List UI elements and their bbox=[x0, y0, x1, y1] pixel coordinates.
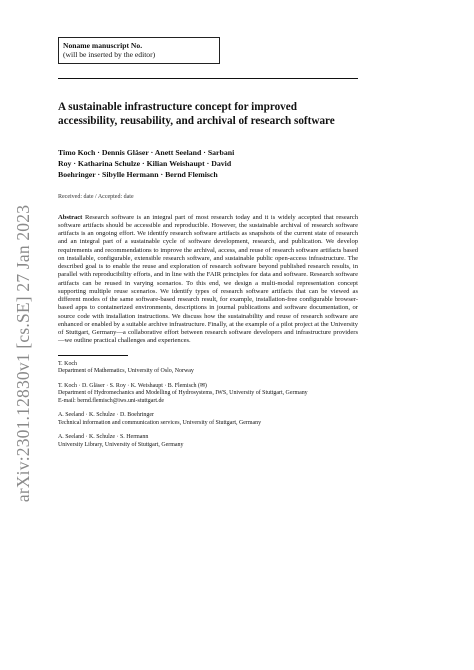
affiliation-authors: T. Koch · D. Gläser · S. Roy · K. Weishaupt · B. Flemisch (✉) bbox=[58, 382, 207, 389]
arxiv-identifier-text: arXiv:2301.12830v1 [cs.SE] 27 Jan 2023 bbox=[13, 204, 34, 502]
manuscript-number-box bbox=[58, 37, 220, 64]
affiliation-block bbox=[58, 434, 358, 449]
affiliation-email: E-mail: bernd.flemisch@iws.uni-stuttgart.de bbox=[58, 397, 165, 404]
header-rule bbox=[58, 78, 358, 79]
affiliation-block bbox=[58, 383, 358, 406]
affiliation-line: Technical information and communication services, University of Stuttgart, Germany bbox=[58, 419, 262, 426]
manuscript-number-note: (will be inserted by the editor) bbox=[63, 50, 156, 60]
abstract-label: Abstract bbox=[58, 213, 83, 221]
affiliation-authors: A. Seeland · K. Schulze · S. Hermann bbox=[58, 434, 149, 441]
affiliation-line: University Library, University of Stuttgart, Germany bbox=[58, 442, 184, 449]
author-list: Timo Koch · Dennis Gläser · Anett Seeland · Sarbani Roy · Katharina Schulze · Kilian Weishaupt · David Boehringer · Sibylle Hermann · Bernd Flemisch bbox=[58, 148, 235, 179]
affiliation-rule bbox=[58, 355, 128, 356]
abstract-text: Research software is an integral part of most research today and it is widely accepted that research software artifacts should be accessible and reproducible. However, the sustainable archival of research software artifacts is an ongoing effort. We identify research software artifacts as snapshots of the current state of research and an integral part of a sustainable cycle of software development, research, and publication. We develop requirements and recommendations to improve the archival, access, and reuse of research software artifacts based on installable, configurable, extensible research software, and sustainable public open-access infrastructure. The described goal is to enable the reuse and exploration of research software beyond published research results, in parallel with reproducibility efforts, and in line with the FAIR principles for data and software. Research software artifacts can be reused in varying scenarios. To this end, we design a multi-modal representation concept supporting multiple reuse scenarios. We identify types of research software artifacts that can be viewed as different modes of the same software-based research result, for example, installation-free configurable browser-based apps to containerized environments, descriptions in journal publications and software documentation, or source code with installation instructions. We discuss how the sustainability and reuse of research software are enhanced or enabled by a suitable archive infrastructure. Finally, at the example of a pilot project at the University of Stuttgart, Germany—a collaborative effort between research software developers and infrastructure providers—we outline practical challenges and experiences. bbox=[58, 213, 358, 345]
affiliation-line: Department of Mathematics, University of Oslo, Norway bbox=[58, 368, 194, 375]
abstract bbox=[58, 214, 358, 346]
manuscript-number-title: Noname manuscript No. bbox=[63, 41, 143, 50]
affiliation-authors: T. Koch bbox=[58, 360, 78, 367]
paper-title: A sustainable infrastructure concept for improved accessibility, reusability, and archival of research software bbox=[58, 100, 335, 128]
received-accepted-dates: Received: date / Accepted: date bbox=[58, 193, 134, 200]
affiliation-block bbox=[58, 361, 358, 376]
affiliation-authors: A. Seeland · K. Schulze · D. Boehringer bbox=[58, 412, 154, 419]
affiliation-block bbox=[58, 412, 358, 427]
arxiv-identifier-stamp bbox=[7, 204, 41, 502]
affiliation-line: Department of Hydromechanics and Modelling of Hydrosystems, IWS, University of Stuttgart, Germany bbox=[58, 390, 308, 397]
paper-page bbox=[58, 37, 358, 450]
